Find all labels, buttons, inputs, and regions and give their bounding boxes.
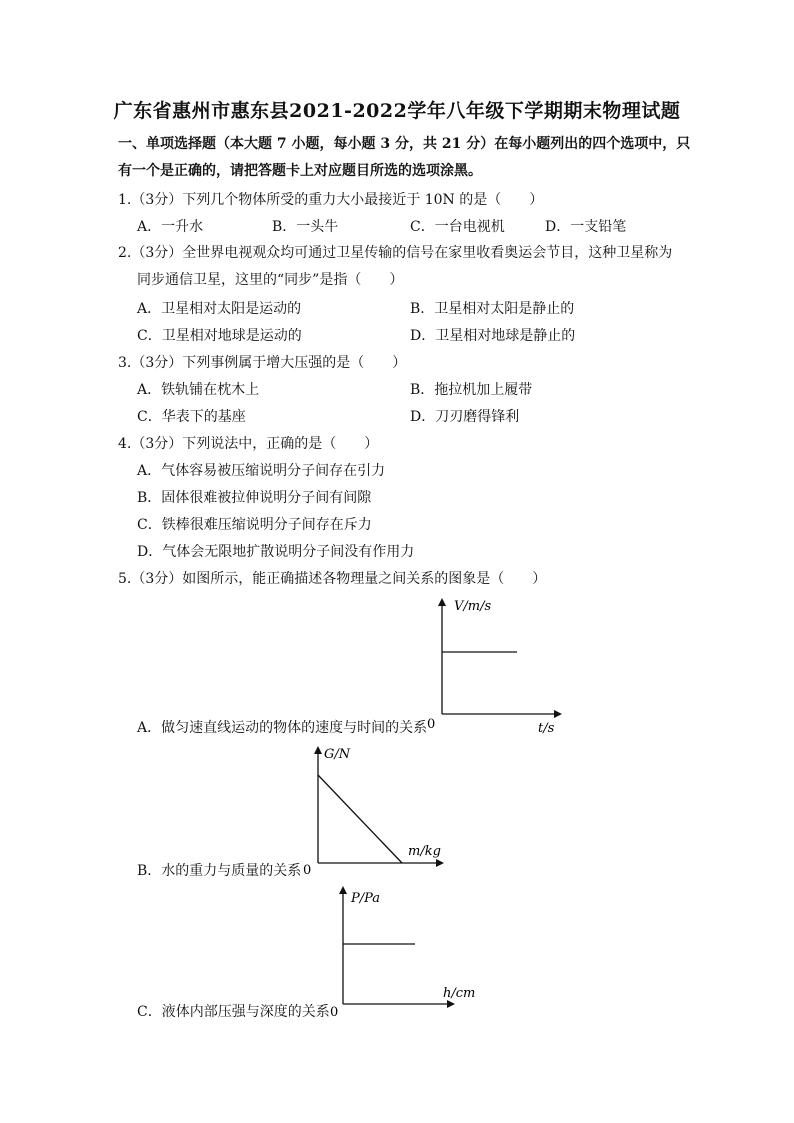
q4-option-b: B．固体很难被拉伸说明分子间有间隙 [137, 490, 372, 506]
graph-a-x-label: t/s [538, 721, 555, 736]
q3-option-a: A．铁轨铺在枕木上 [137, 382, 260, 398]
q4-option-d: D．气体会无限地扩散说明分子间没有作用力 [137, 544, 415, 560]
q5-graph-c-caption: C．液体内部压强与深度的关系 [137, 1004, 330, 1020]
q1-option-c: C．一台电视机 [410, 219, 505, 235]
q5-graph-b-caption: B．水的重力与质量的关系 [137, 863, 302, 879]
q5-graph-a-caption: A．做匀速直线运动的物体的速度与时间的关系 [137, 720, 428, 736]
section-header-line-2: 有一个是正确的，请把答题卡上对应题目所选的选项涂黑。 [118, 163, 482, 179]
q1-option-b: B．一头牛 [272, 219, 339, 235]
graph-b-origin: 0 [303, 863, 312, 878]
q3-option-b: B．拖拉机加上履带 [410, 382, 533, 398]
section-header-line-1: 一、单项选择题（本大题 7 小题，每小题 3 分，共 21 分）在每小题列出的四个选项中，只 [118, 136, 691, 152]
graph-b-x-label: m/kg [408, 844, 441, 859]
q4-option-c: C．铁棒很难压缩说明分子间存在斥力 [137, 517, 372, 533]
q5-graph-a [420, 590, 570, 740]
q2-option-a: A．卫星相对太阳是运动的 [137, 301, 302, 317]
q4-stem: 4.（3分）下列说法中，正确的是（ ） [118, 436, 379, 452]
q3-option-d: D．刀刃磨得锋利 [410, 409, 520, 425]
graph-c-x-label: h/cm [443, 986, 476, 1001]
graph-b-y-label: G/N [324, 747, 351, 762]
graph-c-y-label: P/Pa [351, 891, 381, 906]
q4-option-a: A．气体容易被压缩说明分子间存在引力 [137, 463, 386, 479]
q5-graph-c [325, 880, 485, 1020]
q5-graph-b [298, 740, 458, 880]
q5-stem: 5.（3分）如图所示，能正确描述各物理量之间关系的图象是（ ） [118, 571, 547, 587]
q3-option-c: C．华表下的基座 [137, 409, 246, 425]
exam-title: 广东省惠州市惠东县2021-2022学年八年级下学期期末物理试题 [113, 100, 681, 122]
q2-stem-line-1: 2.（3分）全世界电视观众均可通过卫星传输的信号在家里收看奥运会节目，这种卫星称为 [118, 245, 673, 261]
q2-option-d: D．卫星相对地球是静止的 [410, 328, 576, 344]
graph-b-line [318, 775, 402, 863]
graph-a-y-label: V/m/s [454, 599, 492, 614]
q2-stem-line-2: 同步通信卫星，这里的“同步”是指（ ） [137, 272, 404, 288]
graph-c-origin: 0 [330, 1005, 339, 1020]
q2-option-c: C．卫星相对地球是运动的 [137, 328, 302, 344]
q3-stem: 3.（3分）下列事例属于增大压强的是（ ） [118, 355, 407, 371]
q2-option-b: B．卫星相对太阳是静止的 [410, 301, 575, 317]
q1-option-d: D．一支铅笔 [545, 219, 627, 235]
q1-option-a: A．一升水 [137, 219, 204, 235]
graph-a-origin: 0 [427, 717, 436, 732]
q1-stem: 1.（3分）下列几个物体所受的重力大小最接近于 10N 的是（ ） [118, 192, 544, 208]
